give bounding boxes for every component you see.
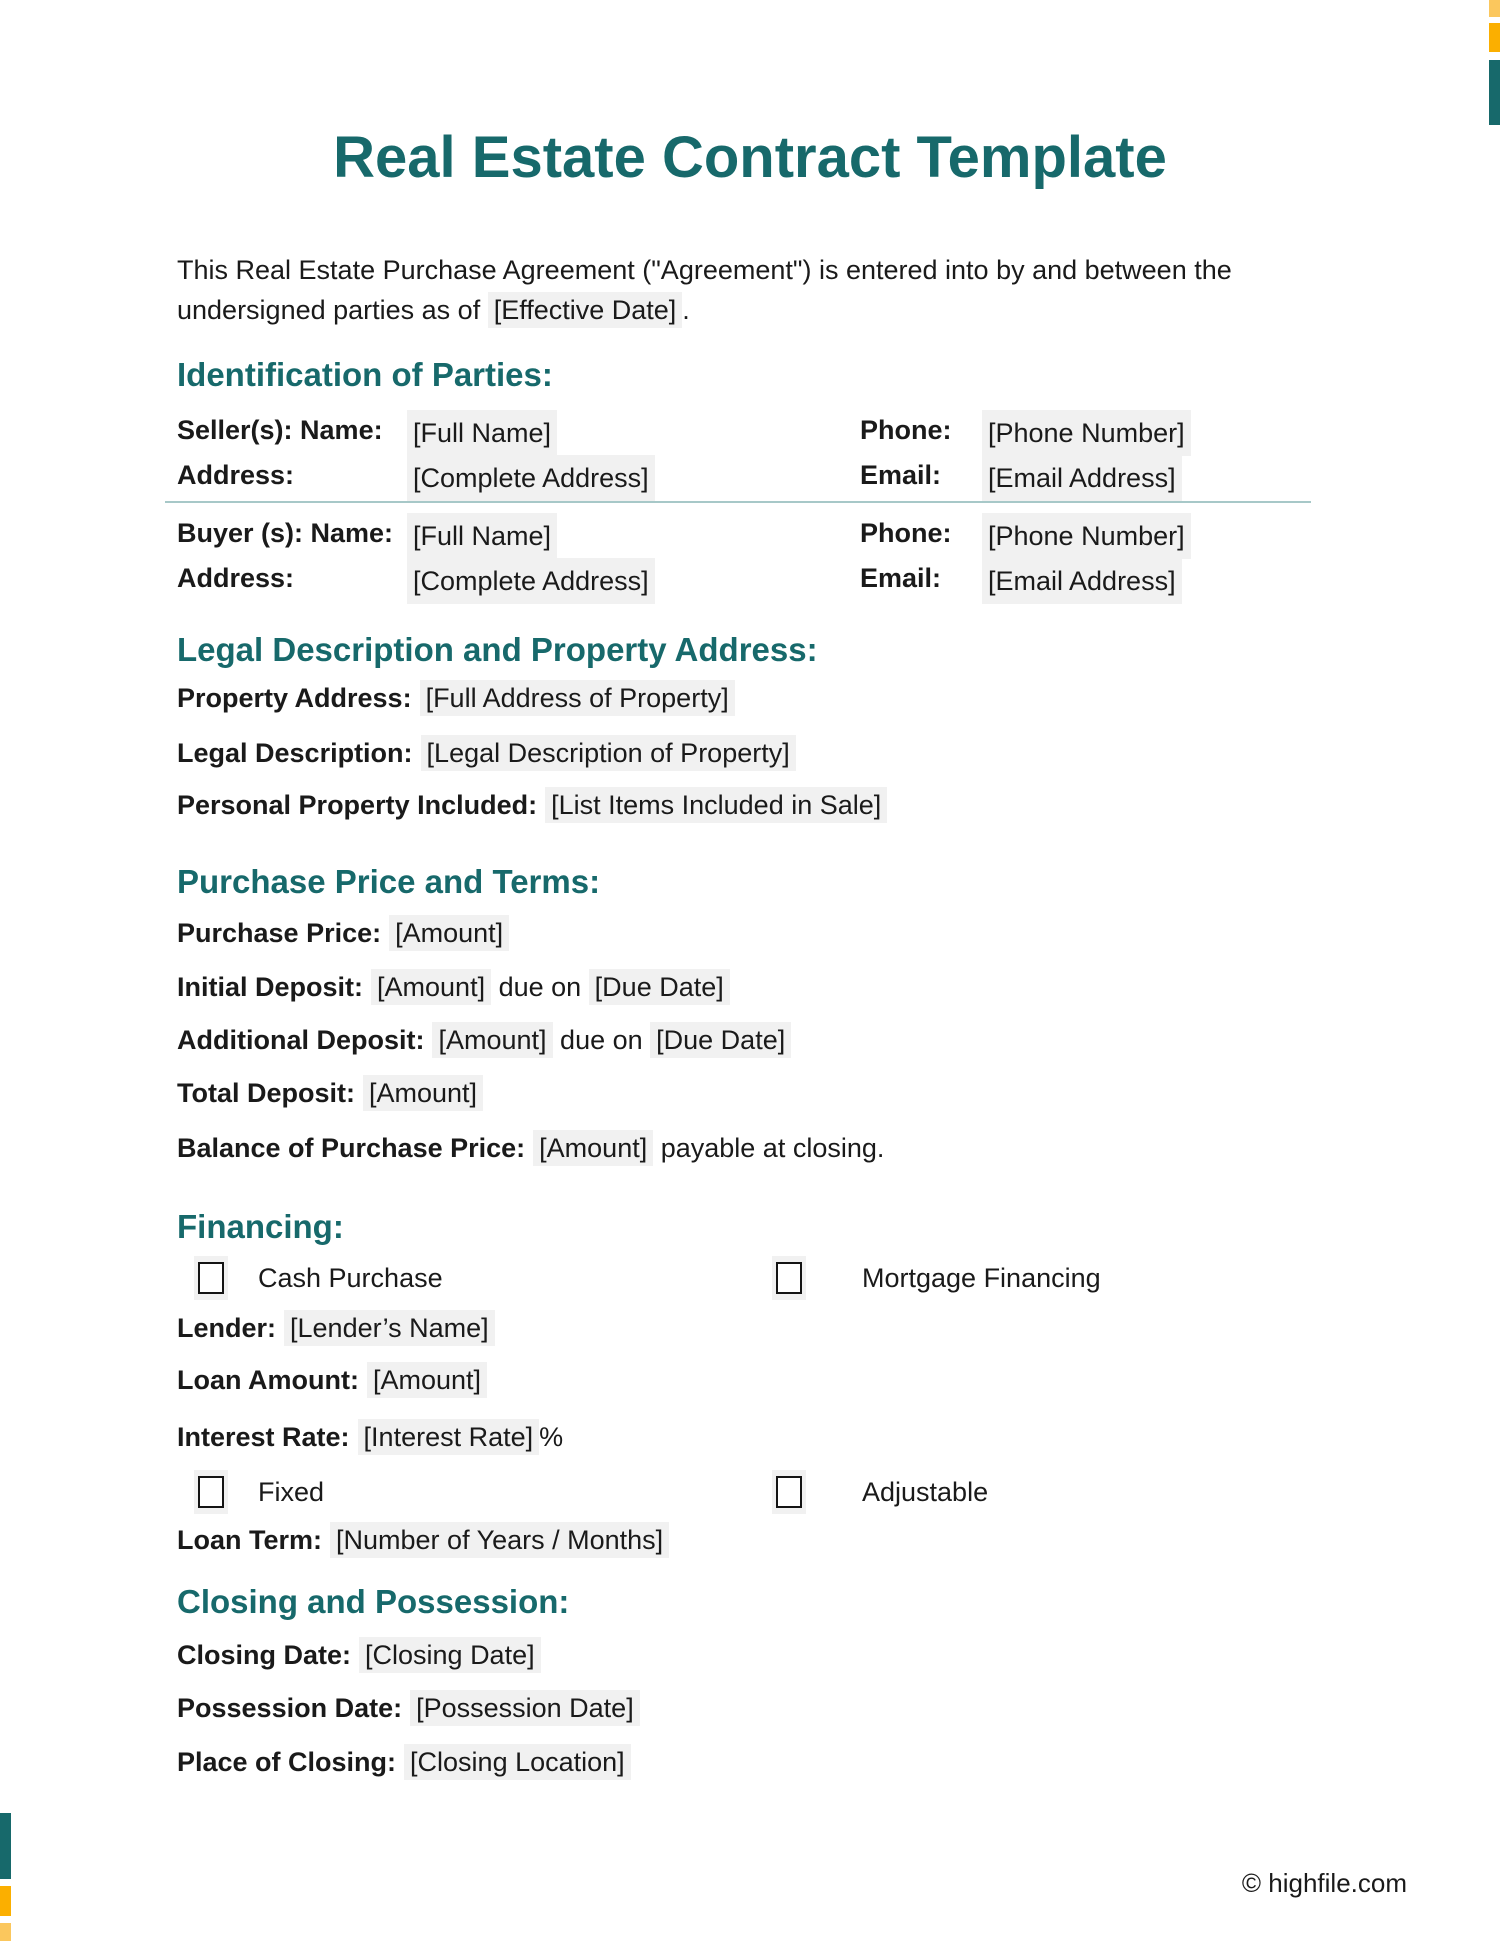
total-deposit-placeholder: [Amount] — [363, 1075, 483, 1111]
section-heading-legal: Legal Description and Property Address: — [177, 631, 818, 668]
table-row-buyer-address — [177, 558, 1323, 598]
place-of-closing-placeholder: [Closing Location] — [404, 1744, 631, 1780]
initial-deposit-amount-placeholder: [Amount] — [371, 969, 491, 1005]
field-row-additional-deposit — [177, 1020, 791, 1060]
corner-bar-yellow-top — [1489, 0, 1500, 17]
initial-deposit-label: Initial Deposit: — [177, 972, 364, 1002]
personal-property-placeholder: [List Items Included in Sale] — [545, 787, 887, 823]
loan-term-placeholder: [Number of Years / Months] — [330, 1522, 669, 1558]
balance-suffix-text: payable at closing. — [653, 1133, 885, 1163]
corner-bar-teal-top — [1489, 60, 1500, 125]
field-row-closing-date — [177, 1635, 541, 1675]
effective-date-placeholder: [Effective Date] — [488, 292, 683, 328]
place-of-closing-label: Place of Closing: — [177, 1747, 397, 1777]
field-row-personal-property — [177, 785, 887, 825]
field-row-legal-description — [177, 733, 796, 773]
lender-placeholder: [Lender’s Name] — [284, 1310, 495, 1346]
possession-date-label: Possession Date: — [177, 1693, 403, 1723]
buyer-address-label: Address: — [177, 563, 295, 593]
section-heading-parties: Identification of Parties: — [177, 356, 553, 393]
lender-label: Lender: — [177, 1313, 277, 1343]
field-row-loan-amount — [177, 1360, 487, 1400]
intro-line-2 — [177, 290, 1337, 330]
field-row-interest-rate — [177, 1417, 563, 1457]
checkbox-icon — [776, 1262, 802, 1294]
additional-deposit-date-placeholder: [Due Date] — [650, 1022, 791, 1058]
initial-deposit-middle-text: due on — [491, 972, 589, 1002]
checkbox-icon — [776, 1476, 802, 1508]
buyer-name-placeholder: [Full Name] — [407, 513, 557, 559]
buyer-email-label: Email: — [860, 563, 942, 593]
section-heading-closing: Closing and Possession: — [177, 1583, 570, 1620]
personal-property-label: Personal Property Included: — [177, 790, 538, 820]
legal-description-placeholder: [Legal Description of Property] — [421, 735, 796, 771]
seller-address-placeholder: [Complete Address] — [407, 455, 655, 501]
party-table-divider — [165, 501, 1311, 503]
intro-line-2-period: . — [682, 295, 690, 325]
rate-type-checkbox-row — [177, 1467, 1323, 1517]
field-row-purchase-price — [177, 913, 509, 953]
field-row-possession-date — [177, 1688, 640, 1728]
purchase-price-label: Purchase Price: — [177, 918, 382, 948]
total-deposit-label: Total Deposit: — [177, 1078, 355, 1108]
balance-amount-placeholder: [Amount] — [533, 1130, 653, 1166]
fixed-rate-label: Fixed — [258, 1477, 325, 1507]
buyer-phone-label: Phone: — [860, 518, 952, 548]
buyer-address-placeholder: [Complete Address] — [407, 558, 655, 604]
seller-name-label: Seller(s): Name: — [177, 415, 383, 445]
seller-name-placeholder: [Full Name] — [407, 410, 557, 456]
loan-amount-label: Loan Amount: — [177, 1365, 359, 1395]
mortgage-financing-checkbox[interactable] — [772, 1253, 806, 1303]
checkbox-icon — [198, 1476, 224, 1508]
intro-paragraph — [177, 250, 1337, 330]
seller-phone-label: Phone: — [860, 415, 952, 445]
additional-deposit-label: Additional Deposit: — [177, 1025, 425, 1055]
section-heading-financing: Financing: — [177, 1208, 344, 1245]
interest-rate-suffix: % — [539, 1422, 564, 1452]
table-row-seller-name — [177, 410, 1323, 450]
adjustable-rate-checkbox[interactable] — [772, 1467, 806, 1517]
seller-email-placeholder: [Email Address] — [982, 455, 1182, 501]
buyer-phone-placeholder: [Phone Number] — [982, 513, 1191, 559]
corner-bar-orange-top — [1489, 23, 1500, 52]
buyer-name-label: Buyer (s): Name: — [177, 518, 394, 548]
field-row-initial-deposit — [177, 967, 730, 1007]
checkbox-highlight — [772, 1470, 806, 1514]
copyright-footer: © highfile.com — [1241, 1868, 1407, 1898]
checkbox-icon — [198, 1262, 224, 1294]
table-row-seller-address — [177, 455, 1323, 495]
corner-bar-orange-bottom — [0, 1886, 11, 1916]
loan-term-label: Loan Term: — [177, 1525, 323, 1555]
initial-deposit-date-placeholder: [Due Date] — [589, 969, 730, 1005]
purchase-price-placeholder: [Amount] — [389, 915, 509, 951]
balance-label: Balance of Purchase Price: — [177, 1133, 526, 1163]
section-heading-purchase: Purchase Price and Terms: — [177, 863, 601, 900]
legal-description-label: Legal Description: — [177, 738, 413, 768]
checkbox-highlight — [194, 1470, 228, 1514]
checkbox-highlight — [194, 1256, 228, 1300]
interest-rate-placeholder: [Interest Rate] — [358, 1419, 540, 1455]
corner-bar-yellow-bottom — [0, 1923, 11, 1941]
page-title: Real Estate Contract Template — [333, 125, 1167, 190]
mortgage-financing-label: Mortgage Financing — [862, 1263, 1101, 1293]
loan-amount-placeholder: [Amount] — [367, 1362, 487, 1398]
field-row-lender — [177, 1308, 495, 1348]
closing-date-placeholder: [Closing Date] — [359, 1637, 541, 1673]
field-row-property-address — [177, 678, 735, 718]
field-row-total-deposit — [177, 1073, 483, 1113]
adjustable-rate-label: Adjustable — [862, 1477, 989, 1507]
intro-line-2-text: undersigned parties as of — [177, 295, 488, 325]
field-row-balance — [177, 1128, 884, 1168]
seller-address-label: Address: — [177, 460, 295, 490]
cash-purchase-checkbox[interactable] — [194, 1253, 228, 1303]
corner-bar-teal-bottom — [0, 1813, 11, 1879]
field-row-place-of-closing — [177, 1742, 631, 1782]
seller-phone-placeholder: [Phone Number] — [982, 410, 1191, 456]
seller-email-label: Email: — [860, 460, 942, 490]
financing-type-checkbox-row — [177, 1253, 1323, 1303]
property-address-placeholder: [Full Address of Property] — [420, 680, 735, 716]
field-row-loan-term — [177, 1520, 669, 1560]
fixed-rate-checkbox[interactable] — [194, 1467, 228, 1517]
additional-deposit-amount-placeholder: [Amount] — [432, 1022, 552, 1058]
additional-deposit-middle-text: due on — [552, 1025, 651, 1055]
property-address-label: Property Address: — [177, 683, 412, 713]
closing-date-label: Closing Date: — [177, 1640, 352, 1670]
intro-line-1: This Real Estate Purchase Agreement ("Agreement") is entered into by and between the — [177, 255, 1232, 285]
buyer-email-placeholder: [Email Address] — [982, 558, 1182, 604]
cash-purchase-label: Cash Purchase — [258, 1263, 443, 1293]
possession-date-placeholder: [Possession Date] — [410, 1690, 640, 1726]
checkbox-highlight — [772, 1256, 806, 1300]
interest-rate-label: Interest Rate: — [177, 1422, 350, 1452]
table-row-buyer-name — [177, 513, 1323, 553]
